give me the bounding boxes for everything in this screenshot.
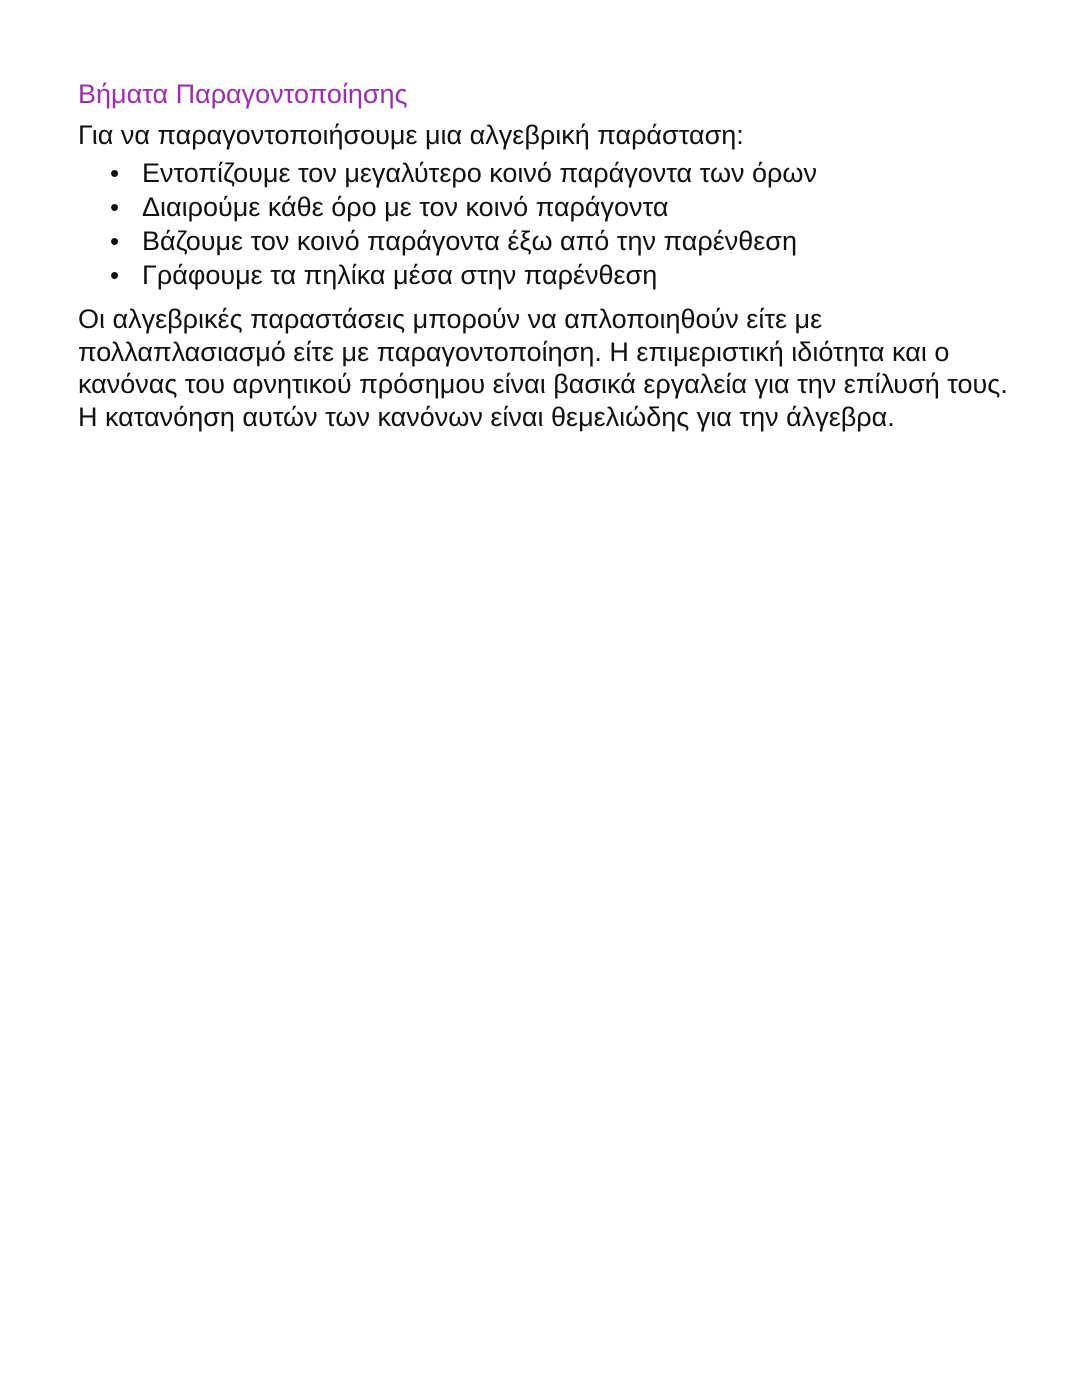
step-text: Εντοπίζουμε τον μεγαλύτερο κοινό παράγοντα των όρων [142, 158, 817, 188]
bullet-icon: • [110, 226, 120, 256]
step-text: Διαιρούμε κάθε όρο με τον κοινό παράγοντα [142, 192, 669, 222]
step-text: Βάζουμε τον κοινό παράγοντα έξω από την παρένθεση [142, 226, 797, 256]
list-item [110, 258, 1008, 292]
list-item [110, 224, 1008, 258]
steps-list [78, 156, 1008, 292]
step-text: Γράφουμε τα πηλίκα μέσα στην παρένθεση [142, 260, 658, 290]
body-paragraph: Οι αλγεβρικές παραστάσεις μπορούν να απλοποιηθούν είτε με πολλαπλασιασμό είτε με παραγοντοποίηση. Η επιμεριστική ιδιότητα και ο κανόνας του αρνητικού πρόσημου είναι βασικά εργαλεία για την επίλυσή τους. Η κατανόηση αυτών των κανόνων είναι θεμελιώδης για την άλγεβρα. [78, 304, 1008, 432]
list-item [110, 156, 1008, 190]
document-page [78, 76, 1008, 433]
bullet-icon: • [110, 192, 120, 222]
bullet-icon: • [110, 158, 120, 188]
bullet-icon: • [110, 260, 120, 290]
intro-text: Για να παραγοντοποιήσουμε μια αλγεβρική παράσταση: [78, 120, 744, 150]
list-item [110, 190, 1008, 224]
section-heading: Βήματα Παραγοντοποίησης [78, 79, 408, 109]
